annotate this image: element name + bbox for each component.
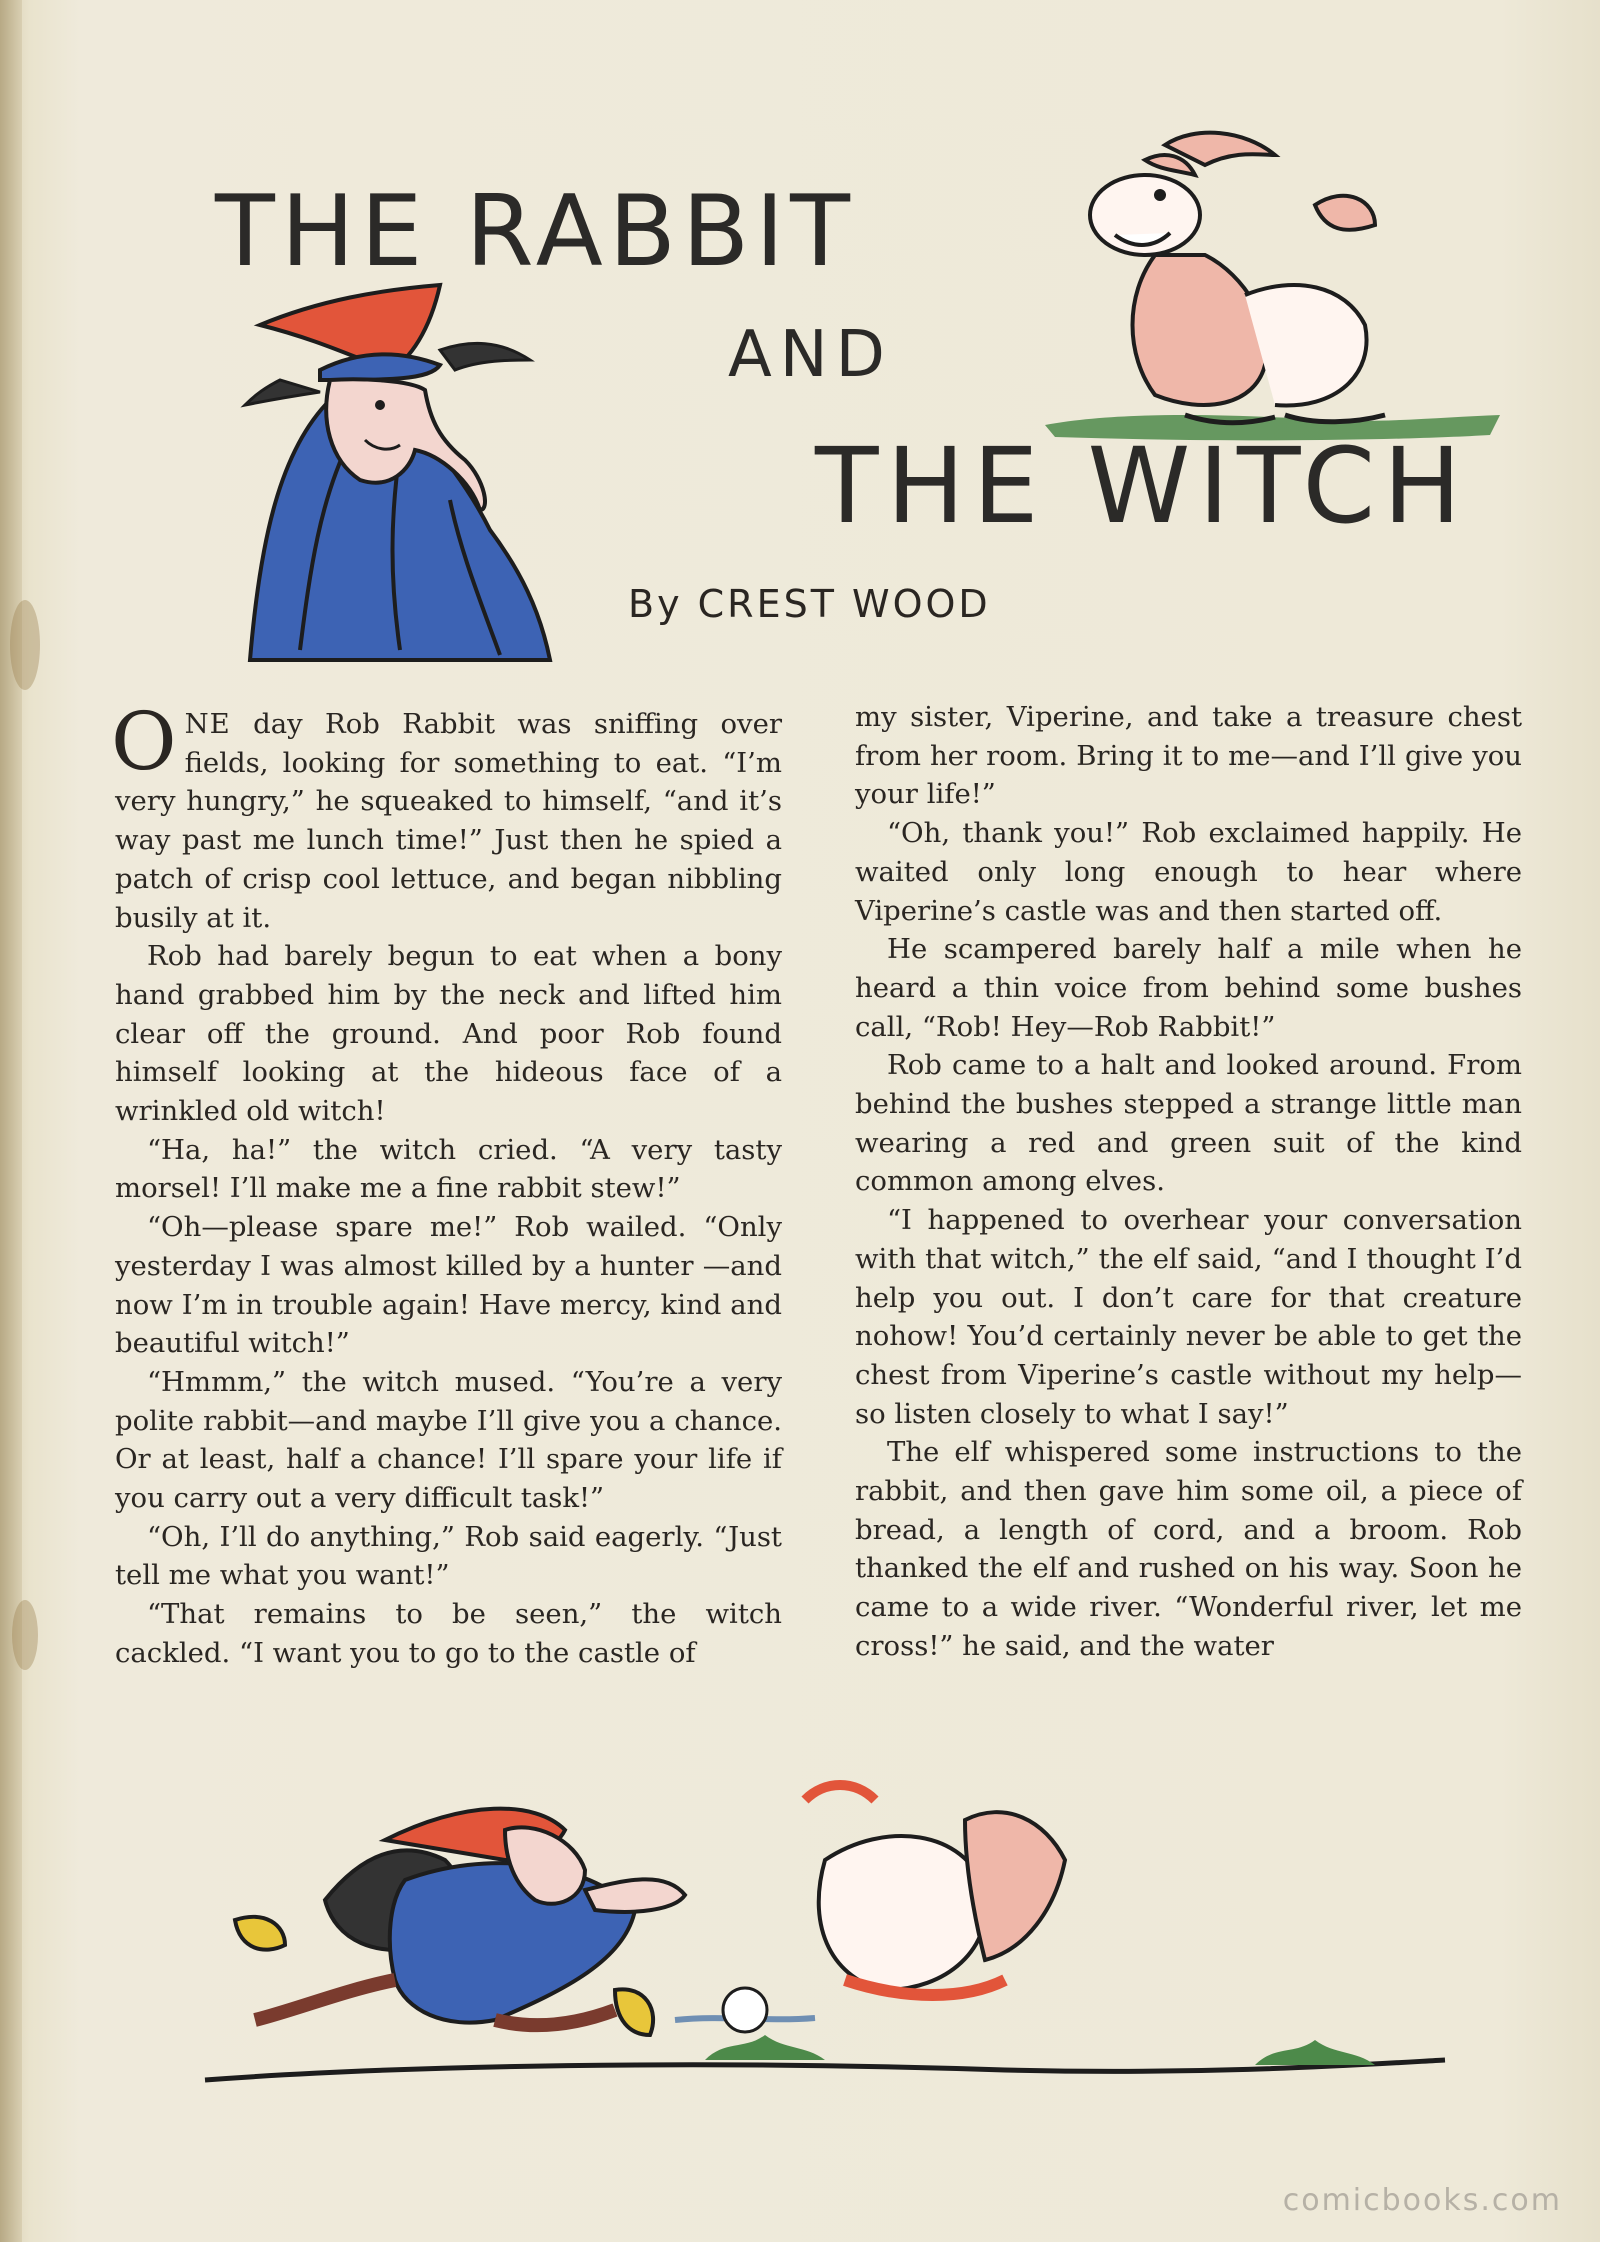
title-line-2: AND xyxy=(728,318,893,392)
paragraph: “Ha, ha!” the witch cried. “A very tasty morsel! I’ll make me a fine rabbit stew!” xyxy=(115,1133,782,1205)
paragraph: The elf whispered some instructions to the rabbit, and then gave him some oil, a piece of bread, a length of cord, and a broom. Rob thanked the elf and rushed on his way. Soon he came to a wide river. “Wonderful river, let me cross!” he said, and the water xyxy=(855,1436,1522,1662)
paragraph: “I happened to overhear your conversation with that witch,” the elf said, “and I thought I’d help you out. I don’t care for that creature nohow! You’d certainly never be able to get the chest from Viperine’s castle without my help—so listen closely to what I say!” xyxy=(855,1204,1522,1430)
paragraph: Rob came to a halt and looked around. From behind the bushes stepped a strange little man wearing a red and green suit of the kind common among elves. xyxy=(855,1049,1522,1198)
paper-stain xyxy=(12,1600,38,1670)
chase-illustration xyxy=(205,1760,1465,2120)
paragraph-text: day Rob Rabbit was sniffing over fields, looking for something to eat. “I’m very hungry,” he squeaked to himself, “and it’s way past me lunch time!” Just then he spied a patch of crisp cool lettuce, and began nibbling busily at it. xyxy=(115,708,782,934)
title-line-1: THE RABBIT xyxy=(215,175,857,289)
title-line-3: THE WITCH xyxy=(815,425,1470,547)
paragraph: “That remains to be seen,” the witch cackled. “I want you to go to the castle of xyxy=(115,1598,782,1669)
story-column-right xyxy=(855,698,1522,1666)
watermark: comicbooks.com xyxy=(1282,2183,1562,2218)
paragraph: my sister, Viperine, and take a treasure chest from her room. Bring it to me—and I’ll give you your life!” xyxy=(855,701,1522,811)
paragraph: “Hmmm,” the witch mused. “You’re a very polite rabbit—and maybe I’ll give you a chance. Or at least, half a chance! I’ll spare your life if you carry out a very difficult task!” xyxy=(115,1365,782,1515)
byline: By CREST WOOD xyxy=(628,582,991,626)
paragraph: “Oh, thank you!” Rob exclaimed happily. He waited only long enough to hear where Viperine’s castle was and then started off. xyxy=(855,817,1522,927)
paragraph: Rob had barely begun to eat when a bony hand grabbed him by the neck and lifted him clear off the ground. And poor Rob found himself looking at the hideous face of a wrinkled old witch! xyxy=(115,940,782,1128)
paragraph: “Oh—please spare me!” Rob wailed. “Only yesterday I was almost killed by a hunter —and now I’m in trouble again! Have mercy, kind and beautiful witch!” xyxy=(115,1211,782,1360)
rabbit-illustration xyxy=(1045,125,1505,445)
story-column-left xyxy=(111,695,782,1673)
drop-cap: O xyxy=(111,695,177,788)
page-spine xyxy=(0,0,22,2242)
witch-illustration xyxy=(240,280,570,670)
lead-in: NE xyxy=(184,708,231,740)
paragraph xyxy=(111,695,782,937)
paragraph: He scampered barely half a mile when he heard a thin voice from behind some bushes call, “Rob! Hey—Rob Rabbit!” xyxy=(855,933,1522,1043)
paragraph: “Oh, I’ll do anything,” Rob said eagerly. “Just tell me what you want!” xyxy=(115,1520,782,1592)
paper-stain xyxy=(10,600,40,690)
